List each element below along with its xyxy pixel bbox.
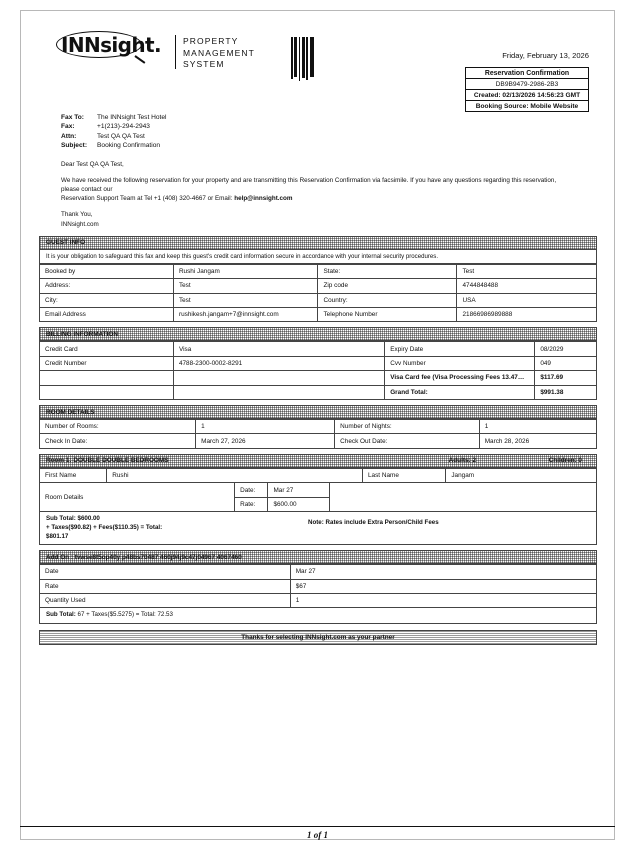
room-subtotal-line-2: + Taxes($90.82) + Fees($110.35) = Total: (46, 523, 163, 531)
first-name-label: First Name (40, 468, 107, 482)
guest-city-label: City: (40, 293, 173, 307)
guest-email-label: Email Address (40, 307, 173, 321)
addon-date-value: Mar 27 (290, 565, 596, 579)
credit-card-label: Credit Card (40, 342, 173, 356)
brand-subtitle-line-3: SYSTEM (183, 59, 225, 69)
letter-paragraph (61, 176, 561, 204)
logo-divider (175, 35, 176, 69)
billing-info-header-label: BILLING INFORMATION (46, 330, 118, 338)
table-row (40, 565, 596, 579)
visa-fee-label: Visa Card fee (Visa Processing Fees 13.47%) : (385, 371, 535, 385)
fax-sheet (20, 10, 615, 840)
letter-signoff (61, 210, 561, 228)
guest-booked-by-value: Rushi Jangam (173, 264, 318, 278)
guest-state-label: State: (318, 264, 457, 278)
fax-attn-value: Test QA QA Test (97, 132, 145, 140)
billing-info-section (39, 327, 597, 400)
addon-rate-value: $67 (290, 579, 596, 593)
expiry-date-label: Expiry Date (385, 342, 535, 356)
visa-fee-value: $117.69 (535, 371, 596, 385)
guest-booked-by-label: Booked by (40, 264, 173, 278)
table-row (40, 356, 596, 370)
addon-table (40, 564, 596, 607)
letter-body-line-2: Reservation Support Team at Tel +1 (408) 320-4667 or Email: (61, 195, 233, 203)
credit-card-value: Visa (173, 342, 384, 356)
fax-subject-value: Booking Confirmation (97, 142, 161, 150)
billing-info-header (40, 328, 596, 341)
guest-phone-value: 21866986989888 (457, 307, 596, 321)
table-row (40, 342, 596, 356)
brand-subtitle-line-2: MANAGEMENT (183, 47, 255, 58)
brand-logo (61, 35, 255, 71)
letter-body-line-1: We have received the following reservation for your property and are transmitting this Reservation Confirmation via facsimile. If you have any questions regarding this reservation, please contact our (61, 176, 557, 194)
fax-subject-label: Subject: (61, 142, 88, 150)
room-subtotal-line-3: $801.17 (46, 532, 69, 540)
addon-subtotal (40, 607, 596, 623)
guest-info-header-label: GUEST INFO (46, 239, 86, 247)
table-row (40, 434, 596, 448)
room-1-subtotal (40, 511, 596, 544)
number-of-nights-value: 1 (479, 420, 596, 434)
check-in-date-value: March 27, 2026 (196, 434, 335, 448)
room-details-header-label: ROOM DETAILS (46, 408, 95, 416)
brand-wordmark (61, 35, 161, 55)
room-1-header-label: Room 1: DOUBLE DOUBLE BEDROOMS (46, 457, 169, 465)
billing-spacer-cell (173, 385, 384, 399)
addon-quantity-label: Quantity Used (40, 593, 290, 607)
credit-number-value: 4788-2300-0002-8291 (173, 356, 384, 370)
guest-info-section (39, 236, 597, 323)
rate-empty-cell (329, 483, 596, 511)
document-header (39, 19, 597, 110)
guest-city-value: Test (173, 293, 318, 307)
fax-attn-label: Attn: (61, 132, 77, 140)
fax-to-label: Fax To: (61, 114, 84, 121)
guest-zip-value: 4744848488 (457, 279, 596, 293)
brand-subtitle-line-1: PROPERTY (183, 36, 239, 46)
room-details-header (40, 406, 596, 419)
fax-number-label: Fax: (61, 123, 75, 131)
cvv-label: Cvv Number (385, 356, 535, 370)
reservation-number: DB9B9479-2986-2B3 (466, 79, 588, 90)
addon-quantity-value: 1 (290, 593, 596, 607)
check-out-date-value: March 28, 2026 (479, 434, 596, 448)
reservation-box-title: Reservation Confirmation (466, 68, 588, 79)
guest-phone-label: Telephone Number (318, 307, 457, 321)
table-row (40, 385, 596, 399)
rate-date-value: Mar 27 (268, 483, 329, 497)
billing-spacer-cell (40, 371, 173, 385)
table-row (40, 371, 596, 385)
logo-ellipse-icon (56, 31, 142, 58)
room-subtotal-line-1: Sub Total: $600.00 (46, 515, 100, 523)
billing-spacer-cell (40, 385, 173, 399)
grand-total-value: $991.38 (535, 385, 596, 399)
billing-spacer-cell (173, 371, 384, 385)
page-footer (20, 826, 615, 840)
fax-meta-row (61, 122, 597, 131)
addon-date-label: Date (40, 565, 290, 579)
room-1-section (39, 454, 597, 545)
room-details-cell-label: Room Details (40, 483, 235, 511)
brand-subtitle (183, 35, 255, 71)
guest-address-value: Test (173, 279, 318, 293)
first-name-value: Rushi (107, 468, 363, 482)
footer-divider (20, 826, 615, 827)
reservation-confirmation-box (465, 67, 589, 112)
grand-total-label: Grand Total: (385, 385, 535, 399)
page-number: 1 of 1 (307, 830, 328, 840)
table-row (40, 468, 596, 482)
table-row (40, 293, 596, 307)
guest-email-value: rushikesh.jangam+7@innsight.com (173, 307, 318, 321)
addon-subtotal-value: 67 + Taxes($5.5275) = Total: 72.53 (77, 611, 173, 619)
guest-country-value: USA (457, 293, 596, 307)
table-row (40, 264, 596, 278)
rate-value: $600.00 (268, 497, 329, 511)
room-1-header (40, 455, 596, 468)
table-row (40, 279, 596, 293)
sheet-content (39, 19, 597, 645)
fax-meta-row (61, 132, 597, 141)
expiry-date-value: 08/2029 (535, 342, 596, 356)
thanks-banner: Thanks for selecting INNsight.com as your partner (39, 630, 597, 645)
room-1-guest-table (40, 468, 596, 483)
table-row (40, 483, 596, 497)
support-email[interactable]: help@innsight.com (234, 195, 293, 203)
fax-meta-row (61, 141, 597, 150)
room-details-section (39, 405, 597, 449)
fax-meta (61, 113, 597, 151)
reservation-created: Created: 02/13/2026 14:56:23 GMT (466, 90, 588, 101)
brand-name-text: INNsight. (61, 33, 161, 57)
guest-info-table (40, 264, 596, 322)
guest-info-header (40, 237, 596, 250)
addon-section (39, 550, 597, 624)
guest-zip-label: Zip code (318, 279, 457, 293)
number-of-rooms-value: 1 (196, 420, 335, 434)
rate-date-label: Date: (235, 483, 268, 497)
cvv-value: 049 (535, 356, 596, 370)
number-of-rooms-label: Number of Rooms: (40, 420, 196, 434)
room-1-rate-table (40, 482, 596, 511)
table-row (40, 579, 596, 593)
last-name-label: Last Name (362, 468, 445, 482)
letter-signoff-2: INNsight.com (61, 220, 99, 228)
room-rates-note: Note: Rates include Extra Person/Child Fees (308, 519, 439, 527)
guest-info-notice: It is your obligation to safeguard this fax and keep this guest's credit card information secure in accordance with your internal security procedures. (40, 250, 596, 264)
reservation-booking-source: Booking Source: Mobile Website (475, 102, 579, 110)
fax-to-value: The INNsight Test Hotel (97, 114, 167, 121)
check-in-date-label: Check In Date: (40, 434, 196, 448)
credit-number-label: Credit Number (40, 356, 173, 370)
guest-state-value: Test (457, 264, 596, 278)
document-date: Friday, February 13, 2026 (502, 51, 589, 60)
table-row (40, 307, 596, 321)
room-1-children: Children: 0 (548, 457, 582, 465)
addon-header (40, 551, 596, 564)
letter-salutation: Dear Test QA QA Test, (61, 160, 124, 168)
letter-body (61, 160, 561, 229)
letter-signoff-1: Thank You, (61, 211, 93, 219)
fax-number-value: +1(213)-294-2943 (97, 123, 150, 131)
addon-subtotal-label: Sub Total: (46, 611, 76, 619)
billing-info-table (40, 341, 596, 399)
fax-meta-row (61, 113, 597, 122)
number-of-nights-label: Number of Nights: (335, 420, 480, 434)
table-row (40, 593, 596, 607)
room-details-table (40, 419, 596, 448)
room-1-adults: Adults: 2 (448, 457, 476, 465)
guest-address-label: Address: (40, 279, 173, 293)
check-out-date-label: Check Out Date: (335, 434, 480, 448)
guest-country-label: Country: (318, 293, 457, 307)
barcode-icon (291, 37, 323, 83)
rate-label: Rate: (235, 497, 268, 511)
last-name-value: Jangam (446, 468, 596, 482)
addon-header-label: Add On : tvwse8t5op40y p48bs70487 460j94j9c47j04967 4067460 (46, 553, 242, 561)
addon-rate-label: Rate (40, 579, 290, 593)
table-row (40, 420, 596, 434)
